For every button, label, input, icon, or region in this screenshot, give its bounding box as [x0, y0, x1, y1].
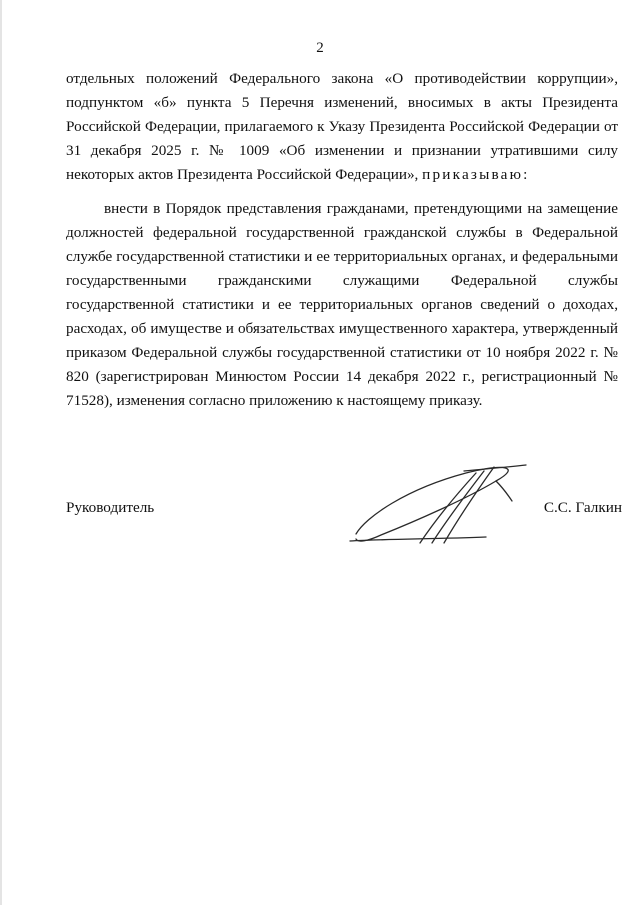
- intro-paragraph: [66, 67, 618, 187]
- page-number: 2: [316, 40, 324, 56]
- order-word: приказываю:: [422, 166, 530, 183]
- intro-text: [66, 67, 618, 187]
- order-text: внести в Порядок представления гражданами, претендующими на замещение должностей федеральной государственной гражданской службы в Федеральной службе государственной статистики и ее территориальных органах, и федеральными государственными гражданскими служащими Федеральной службы государственной статистики и ее территориальных органов сведений о доходах, расходах, об имуществе и обязательствах имущественного характера, утвержденный приказом Федеральной службы государственной статистики от 10 ноября 2022 г. № 820 (зарегистрирован Минюстом России 14 декабря 2022 г., регистрационный № 71528), изменения согласно приложению к настоящему приказу.: [66, 200, 618, 409]
- signature-block: [66, 496, 622, 556]
- order-paragraph: [66, 197, 618, 413]
- signer-title: Руководитель: [66, 499, 155, 516]
- signer-name: С.С. Галкин: [543, 499, 622, 516]
- intro-body: отдельных положений Федерального закона «О противодействии коррупции», подпунктом «б» пункта 5 Перечня изменений, вносимых в акты Президента Российской Федерации, прилагаемого к Указу Президента Российской Федерации от 31 декабря 2025 г. № 1009 «Об изменении и признании утратившими силу некоторых актов Президента Российской Федерации»,: [66, 70, 618, 183]
- scan-edge: [0, 0, 2, 905]
- handwritten-signature: [346, 459, 546, 559]
